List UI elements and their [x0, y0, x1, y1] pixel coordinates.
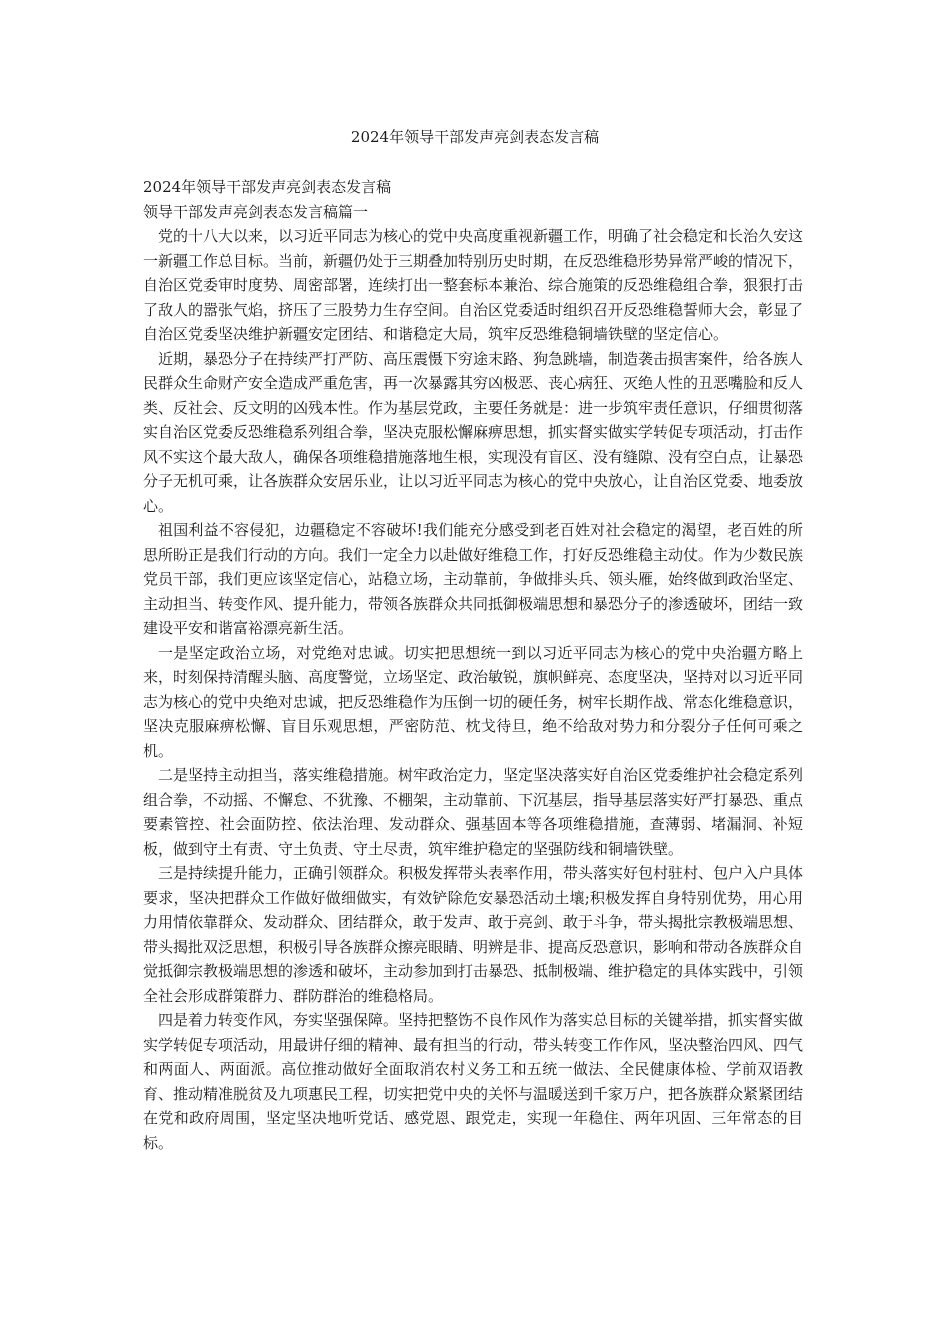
document-subheading: 领导干部发声亮剑表态发言稿篇一 — [143, 202, 369, 221]
paragraph-1: 党的十八大以来，以习近平同志为核心的党中央高度重视新疆工作，明确了社会稳定和长治久安这一新疆工作总目标。当前，新疆仍处于三期叠加特别历史时期，在反恐维稳形势异常严峻的情况下，自治区党委审时度势、周密部署，连续打出一整套标本兼治、综合施策的反恐维稳组合拳，狠狠打击了敌人的嚣张气焰，挤压了三股势力生存空间。自治区党委适时组织召开反恐维稳誓师大会，彰显了自治区党委坚决维护新疆安定团结、和谐稳定大局，筑牢反恐维稳铜墙铁壁的坚定信心。 — [143, 227, 804, 343]
document-title: 2024年领导干部发声亮剑表态发言稿 — [350, 128, 600, 146]
paragraph-2: 近期，暴恐分子在持续严打严防、高压震慑下穷途末路、狗急跳墙，制造袭击损害案件，给各族人民群众生命财产安全造成严重危害，再一次暴露其穷凶极恶、丧心病狂、灭绝人性的丑恶嘴脸和反人类、反社会、反文明的凶残本性。作为基层党政，主要任务就是：进一步筑牢责任意识，仔细贯彻落实自治区党委反恐维稳系列组合拳，坚决克服松懈麻痹思想，抓实督实做实学转促专项活动，打击作风不实这个最大敌人，确保各项维稳措施落地生根，实现没有盲区、没有缝隙、没有空白点，让暴恐分子无机可乘，让各族群众安居乐业，让以习近平同志为核心的党中央放心，让自治区党委、地委放心。 — [143, 349, 804, 515]
document-heading: 2024年领导干部发声亮剑表态发言稿 — [143, 178, 392, 196]
paragraph-6: 三是持续提升能力，正确引领群众。积极发挥带头表率作用，带头落实好包村驻村、包户入户具体要求，坚决把群众工作做好做细做实，有效铲除危安暴恐活动土壤;积极发挥自身特别优势，用心用力用情依靠群众、发动群众、团结群众，敢于发声、敢于亮剑、敢于斗争，带头揭批宗教极端思想、带头揭批双泛思想，积极引导各族群众擦亮眼睛、明辨是非、提高反恐意识，影响和带动各族群众自觉抵御宗教极端思想的渗透和破坏，主动参加到打击暴恐、抵制极端、维护稳定的具体实践中，引领全社会形成群策群力、群防群治的维稳格局。 — [143, 864, 804, 1005]
paragraph-4: 一是坚定政治立场，对党绝对忠诚。切实把思想统一到以习近平同志为核心的党中央治疆方略上来，时刻保持清醒头脑、高度警觉，立场坚定、政治敏锐，旗帜鲜亮、态度坚决，坚持对以习近平同志为核心的党中央绝对忠诚，把反恐维稳作为压倒一切的硬任务，树牢长期作战、常态化维稳意识，坚决克服麻痹松懈、盲目乐观思想，严密防范、枕戈待旦，绝不给敌对势力和分裂分子任何可乘之机。 — [143, 643, 804, 760]
paragraph-5: 二是坚持主动担当，落实维稳措施。树牢政治定力，坚定坚决落实好自治区党委维护社会稳定系列组合拳，不动摇、不懈怠、不犹豫、不棚架，主动靠前、下沉基层，指导基层落实好严打暴恐、重点要素管控、社会面防控、依法治理、发动群众、强基固本等各项维稳措施，查薄弱、堵漏洞、补短板，做到守土有责、守土负责、守土尽责，筑牢维护稳定的坚强防线和铜墙铁壁。 — [143, 766, 804, 858]
paragraph-3: 祖国利益不容侵犯，边疆稳定不容破坏!我们能充分感受到老百姓对社会稳定的渴望，老百姓的所思所盼正是我们行动的方向。我们一定全力以赴做好维稳工作，打好反恐维稳主动仗。作为少数民族党员干部，我们更应该坚定信心，站稳立场，主动靠前，争做排头兵、领头雁，始终做到政治坚定、主动担当、转变作风、提升能力，带领各族群众共同抵御极端思想和暴恐分子的渗透破坏，团结一致建设平安和谐富裕漂亮新生活。 — [143, 521, 804, 637]
paragraph-7: 四是着力转变作风，夯实坚强保障。坚持把整饬不良作风作为落实总目标的关键举措，抓实督实做实学转促专项活动，用最讲仔细的精神、最有担当的行动，带头转变工作作风，坚决整治四风、四气和两面人、两面派。高位推动做好全面取消农村义务工和五统一做法、全民健康体检、学前双语教育、推动精准脱贫及九项惠民工程，切实把党中央的关怀与温暖送到千家万户，把各族群众紧紧团结在党和政府周围，坚定坚决地听党话、感党恩、跟党走，实现一年稳住、两年巩固、三年常态的目标。 — [143, 1011, 804, 1152]
document-body — [143, 175, 803, 1155]
